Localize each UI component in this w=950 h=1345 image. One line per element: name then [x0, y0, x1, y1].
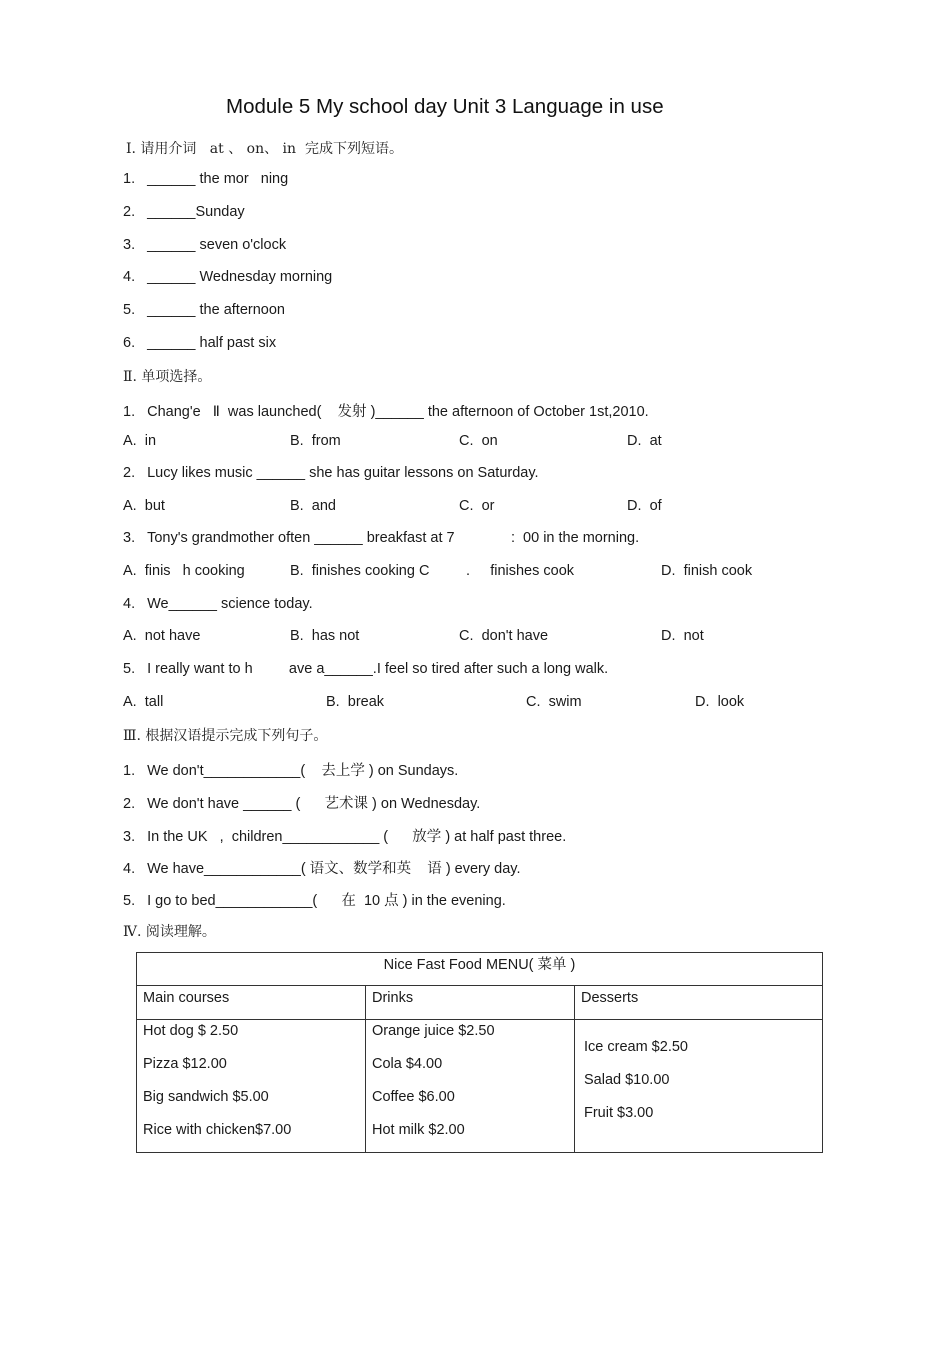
menu-item: Ice cream $2.50 — [584, 1039, 688, 1055]
option-text: on — [481, 433, 498, 449]
option-key: B. — [290, 433, 304, 449]
fill-item — [123, 237, 286, 253]
option-key: B. — [290, 628, 304, 644]
question — [123, 530, 639, 546]
question-text: Tony's grandmother often ______ breakfast at 7 : 00 in the morning. — [147, 530, 640, 546]
option-key: C. — [526, 694, 541, 710]
sentence-item — [123, 825, 566, 846]
section1-heading: Ⅰ. 请用介词 at 、 on、 in 完成下列短语。 — [126, 141, 403, 157]
menu-item: Big sandwich $5.00 — [143, 1089, 269, 1105]
option-key: B. — [290, 563, 304, 579]
item-text: In the UK , children____________ ( 放学 ) at half past three. — [147, 829, 567, 845]
menu-table — [136, 952, 823, 1153]
option-key: A. — [123, 628, 137, 644]
option-a — [123, 498, 165, 514]
item-number: 1. — [123, 763, 136, 779]
option-b — [290, 628, 359, 644]
option-key: C. — [459, 498, 474, 514]
question-text: We______ science today. — [147, 596, 313, 612]
item-number: 4. — [123, 861, 136, 877]
item-text: We don't have ______ ( 艺术课 ) on Wednesday. — [147, 796, 481, 812]
item-text: I go to bed____________( 在 10 点 ) in the evening. — [147, 893, 506, 909]
option-text: not — [683, 628, 704, 644]
option-c — [466, 563, 574, 579]
item-number: 1. — [123, 171, 136, 187]
option-key: D. — [627, 498, 642, 514]
fill-item — [123, 335, 276, 351]
question — [123, 596, 313, 612]
option-key: B. — [326, 694, 340, 710]
menu-item: Orange juice $2.50 — [372, 1023, 495, 1039]
item-number: 4. — [123, 269, 136, 285]
question — [123, 661, 608, 677]
option-d — [627, 498, 662, 514]
header-main-courses: Main courses — [137, 986, 366, 1020]
option-key: A. — [123, 563, 137, 579]
option-text: at — [649, 433, 662, 449]
option-text: not have — [144, 628, 201, 644]
option-d — [661, 563, 752, 579]
option-text: finishes cook — [490, 563, 575, 579]
item-number: 3. — [123, 829, 136, 845]
option-a — [123, 433, 156, 449]
question-text: I really want to h ave a______.I feel so tired after such a long walk. — [147, 661, 609, 677]
option-a — [123, 628, 200, 644]
option-key: D. — [695, 694, 710, 710]
question-number: 5. — [123, 661, 136, 677]
option-d — [695, 694, 744, 710]
question-number: 4. — [123, 596, 136, 612]
option-b — [290, 563, 429, 579]
option-c — [526, 694, 582, 710]
option-c — [459, 628, 548, 644]
option-key: A. — [123, 433, 137, 449]
option-text: from — [311, 433, 341, 449]
item-number: 3. — [123, 237, 136, 253]
question-text: Lucy likes music ______ she has guitar lessons on Saturday. — [147, 465, 539, 481]
page-title: Module 5 My school day Unit 3 Language in use — [226, 95, 664, 118]
item-text: ______ Wednesday morning — [147, 269, 333, 285]
menu-item: Coffee $6.00 — [372, 1089, 455, 1105]
option-text: swim — [548, 694, 582, 710]
option-c — [459, 433, 498, 449]
menu-item: Hot milk $2.00 — [372, 1122, 465, 1138]
option-text: or — [481, 498, 495, 514]
option-key: B. — [290, 498, 304, 514]
question-text: Chang'e Ⅱ was launched( 发射 )______ the afternoon of October 1st,2010. — [147, 404, 649, 420]
section3-heading: Ⅲ. 根据汉语提示完成下列句子。 — [123, 728, 328, 744]
item-number: 5. — [123, 302, 136, 318]
menu-item: Cola $4.00 — [372, 1056, 443, 1072]
option-key: C. — [459, 433, 474, 449]
header-drinks: Drinks — [366, 986, 575, 1020]
menu-item: Fruit $3.00 — [584, 1105, 654, 1121]
item-number: 5. — [123, 893, 136, 909]
main-courses-cell — [137, 1020, 366, 1153]
option-d — [627, 433, 662, 449]
option-text: look — [717, 694, 745, 710]
menu-title: Nice Fast Food MENU( 菜单 ) — [137, 953, 823, 986]
option-b — [290, 498, 336, 514]
item-number: 6. — [123, 335, 136, 351]
option-text: has not — [311, 628, 360, 644]
question — [123, 465, 539, 481]
option-d — [661, 628, 704, 644]
option-key: D. — [627, 433, 642, 449]
option-key: A. — [123, 694, 137, 710]
item-text: ______ seven o'clock — [147, 237, 287, 253]
question — [123, 400, 649, 421]
fill-item — [123, 171, 288, 187]
fill-item — [123, 269, 332, 285]
option-b — [326, 694, 384, 710]
item-number: 2. — [123, 796, 136, 812]
option-a — [123, 563, 245, 579]
sentence-item — [123, 889, 506, 910]
item-text: ______Sunday — [147, 204, 245, 220]
option-key: A. — [123, 498, 137, 514]
option-key: D. — [661, 563, 676, 579]
option-text: in — [144, 433, 157, 449]
question-number: 1. — [123, 404, 136, 420]
option-text: finishes cooking C — [311, 563, 430, 579]
menu-item: Rice with chicken$7.00 — [143, 1122, 292, 1138]
option-text: and — [311, 498, 336, 514]
item-text: ______ the mor ning — [147, 171, 289, 187]
menu-item: Salad $10.00 — [584, 1072, 670, 1088]
option-key: . — [466, 563, 471, 579]
question-number: 3. — [123, 530, 136, 546]
option-key: C. — [459, 628, 474, 644]
menu-item: Pizza $12.00 — [143, 1056, 227, 1072]
question-number: 2. — [123, 465, 136, 481]
item-text: ______ half past six — [147, 335, 277, 351]
section2-heading: Ⅱ. 单项选择。 — [123, 369, 212, 385]
section4-heading: Ⅳ. 阅读理解。 — [123, 924, 216, 940]
item-text: We don't____________( 去上学 ) on Sundays. — [147, 763, 459, 779]
option-text: don't have — [481, 628, 549, 644]
option-text: break — [347, 694, 385, 710]
sentence-item — [123, 792, 480, 813]
option-text: finish cook — [683, 563, 753, 579]
option-c — [459, 498, 494, 514]
header-desserts: Desserts — [575, 986, 823, 1020]
sentence-item — [123, 857, 521, 878]
option-text: tall — [144, 694, 164, 710]
fill-item — [123, 302, 285, 318]
item-number: 2. — [123, 204, 136, 220]
option-b — [290, 433, 341, 449]
desserts-cell — [575, 1020, 823, 1153]
option-text: but — [144, 498, 165, 514]
drinks-cell — [366, 1020, 575, 1153]
item-text: ______ the afternoon — [147, 302, 285, 318]
sentence-item — [123, 759, 458, 780]
option-a — [123, 694, 163, 710]
option-key: D. — [661, 628, 676, 644]
option-text: finis h cooking — [144, 563, 245, 579]
item-text: We have____________( 语文、数学和英 语 ) every day. — [147, 861, 521, 877]
fill-item — [123, 204, 245, 220]
option-text: of — [649, 498, 662, 514]
menu-item: Hot dog $ 2.50 — [143, 1023, 239, 1039]
